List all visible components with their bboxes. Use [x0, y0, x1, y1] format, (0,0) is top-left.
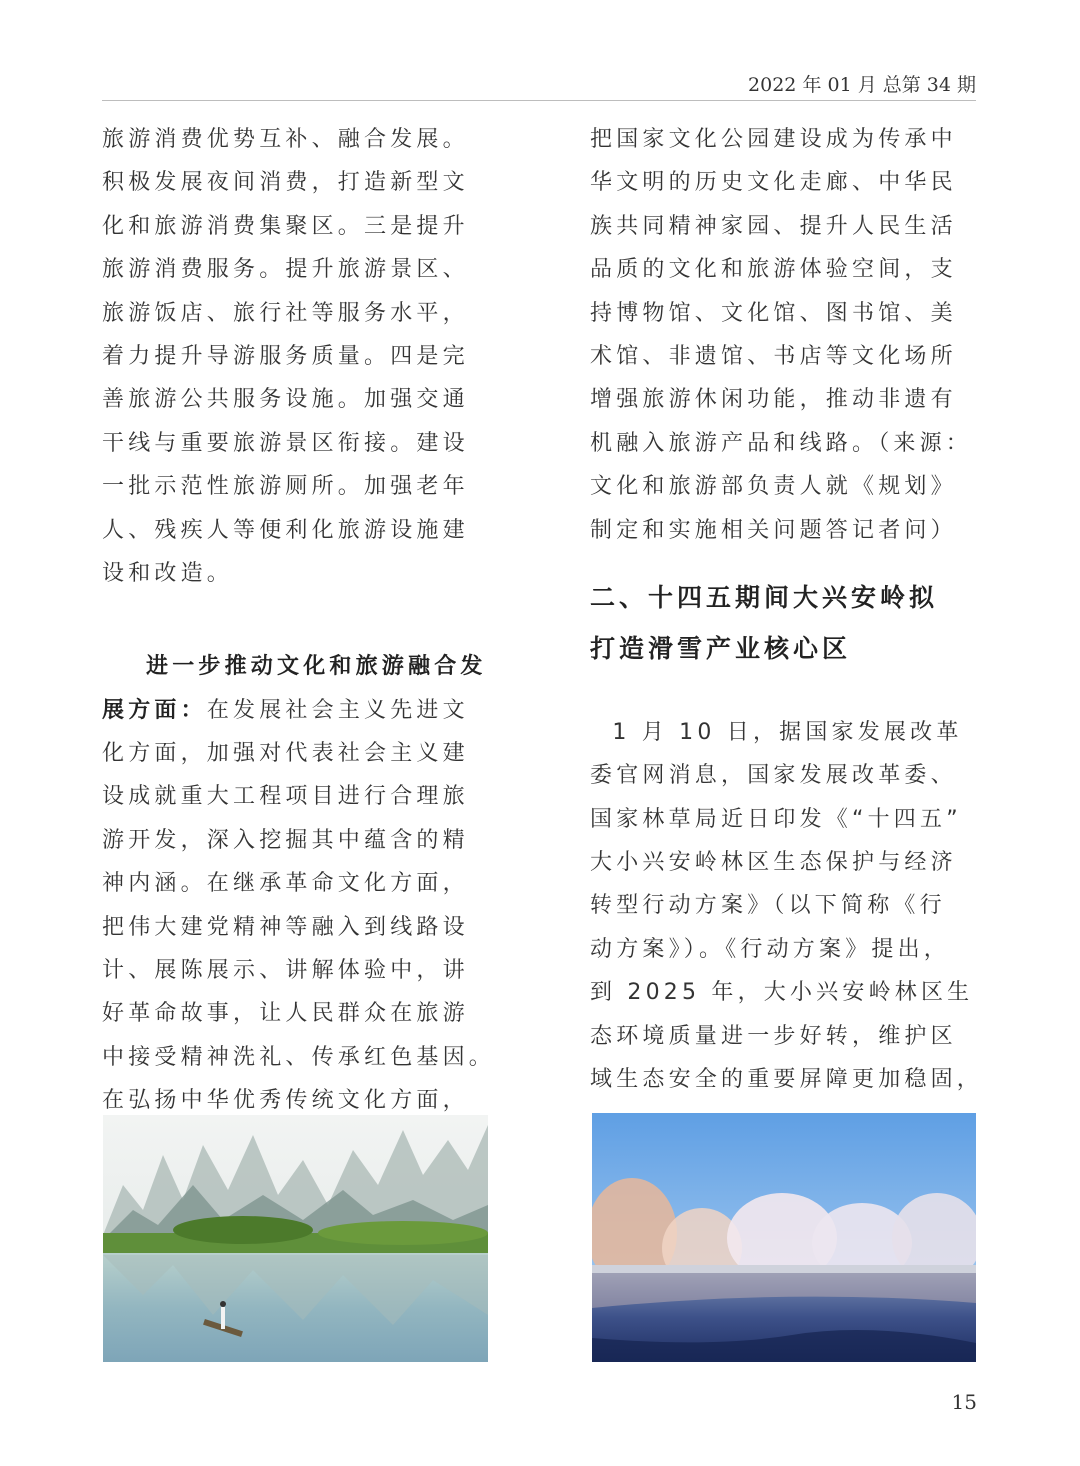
- text-line: 计、展陈展示、讲解体验中，讲: [102, 958, 469, 984]
- text-line: 好革命故事，让人民群众在旅游: [102, 1001, 469, 1027]
- left-column: [102, 118, 496, 1123]
- heading-line: 二、十四五期间大兴安岭拟: [590, 582, 939, 612]
- bold-lead-text: 展方面：: [102, 697, 207, 723]
- text-line: 文化和旅游部负责人就《规划》: [590, 474, 957, 500]
- text-line: 善旅游公共服务设施。加强交通: [102, 387, 469, 413]
- text-line: 一批示范性旅游厕所。加强老年: [102, 474, 469, 500]
- text-line: 动方案》）。《行动方案》提出，: [590, 936, 951, 962]
- karst-river-photo: [103, 1115, 488, 1362]
- page-number: 15: [951, 1390, 977, 1414]
- text-line: 华文明的历史文化走廊、中华民: [590, 170, 957, 196]
- right-column: [590, 118, 984, 1101]
- issue-label: 2022 年 01 月 总第 34 期: [748, 74, 976, 96]
- text-line: 增强旅游休闲功能，推动非遗有: [590, 387, 957, 413]
- paragraph-gap: [102, 595, 490, 645]
- text-line: 把伟大建党精神等融入到线路设: [102, 914, 469, 940]
- text-line: 在弘扬中华优秀传统文化方面，: [102, 1088, 469, 1114]
- text-line: 中接受精神洗礼、传承红色基因。: [102, 1044, 496, 1070]
- text-line-rest: 在发展社会主义先进文: [206, 697, 469, 723]
- text-line: 族共同精神家园、提升人民生活: [590, 213, 957, 239]
- text-line: [102, 645, 490, 688]
- text-line: 人、残疾人等便利化旅游设施建: [102, 517, 469, 543]
- bold-lead-text: 进一步推动文化和旅游融合发: [146, 654, 487, 680]
- text-line: 转型行动方案》（以下简称《行: [590, 893, 946, 919]
- paragraph-national-park: [590, 118, 978, 552]
- text-line: 大小兴安岭林区生态保护与经济: [590, 850, 957, 876]
- text-line: 化方面，加强对代表社会主义建: [102, 741, 469, 767]
- text-line: 国家林草局近日印发《“十四五”: [590, 806, 962, 832]
- text-line: 持博物馆、文化馆、图书馆、美: [590, 300, 957, 326]
- text-line: 神内涵。在继承革命文化方面，: [102, 871, 469, 897]
- text-line: 制定和实施相关问题答记者问）: [590, 517, 957, 543]
- paragraph-gap: [590, 674, 978, 711]
- issue-header: [102, 70, 976, 101]
- text-line: 游开发，深入挖掘其中蕴含的精: [102, 827, 469, 853]
- text-line: 旅游消费优势互补、融合发展。: [102, 127, 469, 152]
- text-line: 设和改造。: [102, 560, 234, 586]
- text-line: 品质的文化和旅游体验空间，支: [590, 257, 957, 283]
- text-line: 把国家文化公园建设成为传承中: [590, 127, 957, 152]
- text-line: 委官网消息，国家发展改革委、: [590, 763, 957, 789]
- text-line: 术馆、非遗馆、书店等文化场所: [590, 343, 957, 369]
- text-line: 干线与重要旅游景区衔接。建设: [102, 430, 469, 456]
- text-line: 到 2025 年，大小兴安岭林区生: [590, 980, 974, 1006]
- text-line: 态环境质量进一步好转，维护区: [590, 1023, 957, 1049]
- text-line: 旅游饭店、旅行社等服务水平，: [102, 300, 469, 326]
- paragraph-integration: [102, 645, 496, 1122]
- text-line: 机融入旅游产品和线路。（来源：: [590, 430, 973, 456]
- text-line: 1 月 10 日，据国家发展改革: [590, 719, 963, 745]
- text-line: [102, 689, 490, 732]
- heading-line: 打造滑雪产业核心区: [590, 633, 852, 663]
- paragraph-consumption: [102, 118, 490, 595]
- heading-gap: [590, 552, 978, 572]
- text-line: 设成就重大工程项目进行合理旅: [102, 784, 469, 810]
- text-line: 积极发展夜间消费，打造新型文: [102, 170, 469, 196]
- section-heading: [590, 572, 978, 674]
- paragraph-skiing: [590, 711, 984, 1102]
- text-line: 旅游消费服务。提升旅游景区、: [102, 257, 469, 283]
- frost-lake-photo: [592, 1113, 976, 1362]
- text-line: 着力提升导游服务质量。四是完: [102, 343, 469, 369]
- text-line: 域生态安全的重要屏障更加稳固，: [590, 1067, 984, 1093]
- text-line: 化和旅游消费集聚区。三是提升: [102, 213, 469, 239]
